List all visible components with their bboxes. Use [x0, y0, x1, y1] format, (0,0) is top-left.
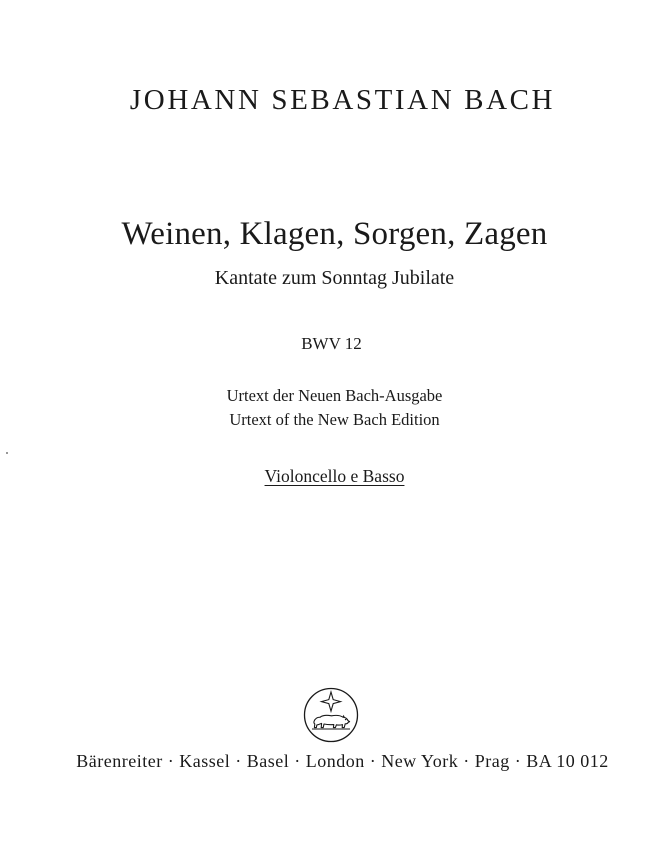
catalog-number: BWV 12 [301, 334, 362, 353]
work-subtitle: Kantate zum Sonntag Jubilate [214, 267, 455, 289]
paper-speck [6, 452, 8, 454]
publisher-imprint: Bärenreiter · Kassel · Basel · London · New York · Prag · BA 10 012 [76, 751, 609, 771]
baerenreiter-bear-star-logo-icon [303, 687, 359, 743]
instrument-part: Violoncello e Basso [264, 466, 405, 486]
urtext-note-german: Urtext der Neuen Bach-Ausgabe [226, 386, 443, 405]
composer-name: JOHANN SEBASTIAN BACH [129, 84, 556, 116]
work-title: Weinen, Klagen, Sorgen, Zagen [121, 216, 548, 252]
urtext-note-english: Urtext of the New Bach Edition [229, 410, 440, 429]
